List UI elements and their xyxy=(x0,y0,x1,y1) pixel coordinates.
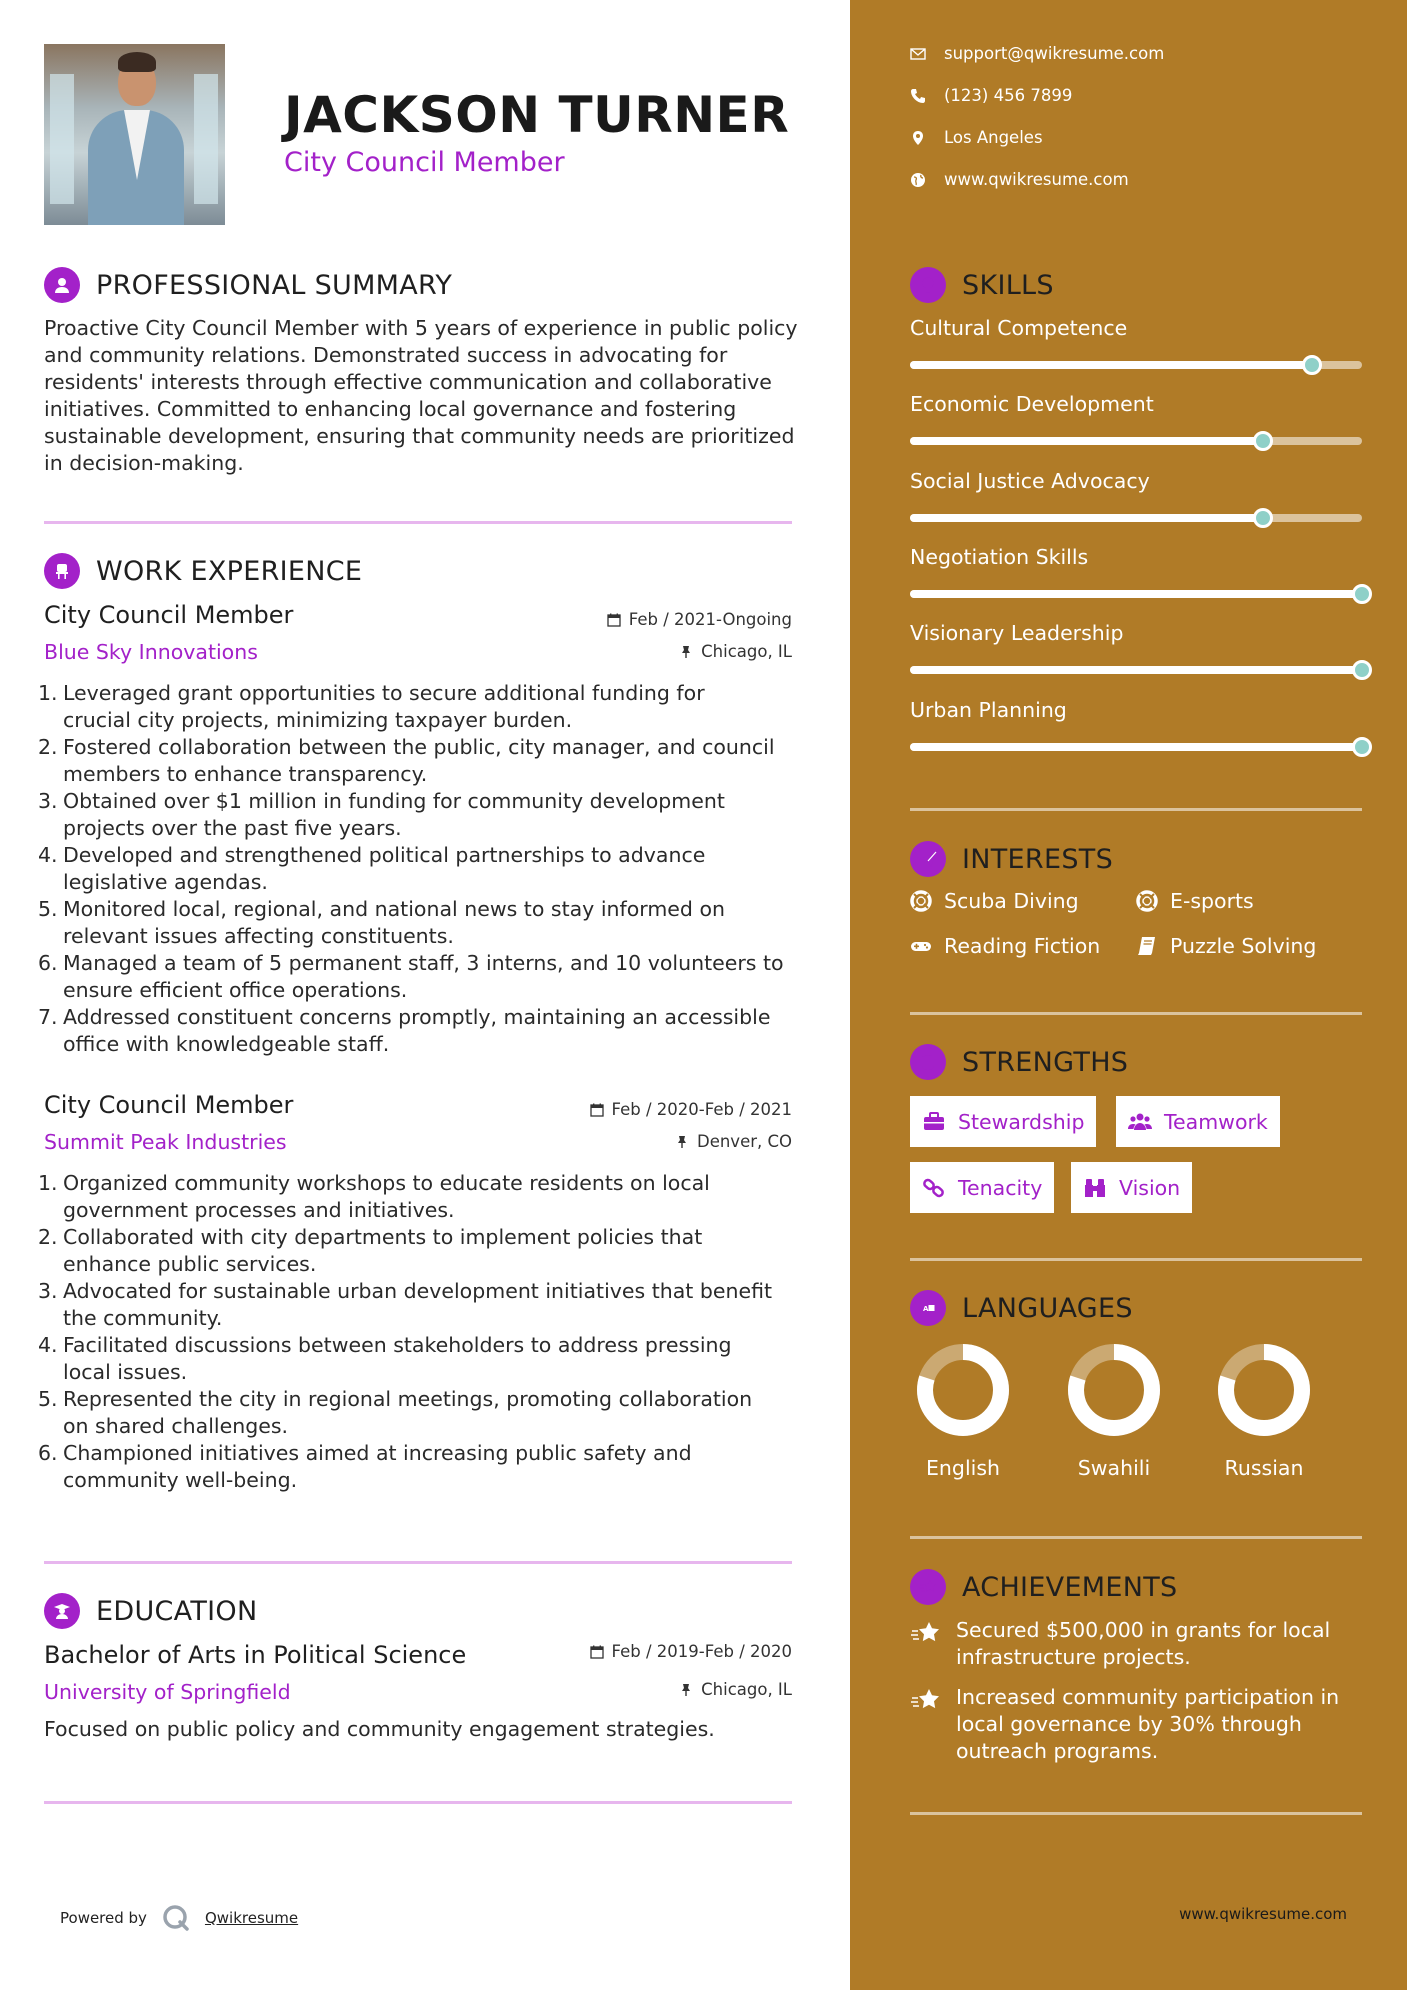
calendar-icon xyxy=(607,613,621,627)
translate-icon xyxy=(910,1290,946,1326)
list-item: 3. Advocated for sustainable urban development initiatives that benefit the community. xyxy=(38,1279,773,1330)
svg-text:A: A xyxy=(923,1305,929,1313)
language-label: English xyxy=(925,1456,1001,1480)
graduate-icon xyxy=(44,1593,80,1629)
qwikresume-logo-icon xyxy=(161,1903,191,1933)
language-label: Swahili xyxy=(1077,1456,1151,1480)
job-location xyxy=(679,642,792,661)
job-date-text: Feb / 2021-Ongoing xyxy=(628,610,792,629)
strengths-heading xyxy=(910,1044,1128,1080)
phone-icon xyxy=(910,88,926,104)
education-date-text: Feb / 2019-Feb / 2020 xyxy=(611,1642,792,1661)
list-item: 7. Addressed constituent concerns promptly, maintaining an accessible office with knowledgeable staff. xyxy=(38,1005,771,1056)
education-heading xyxy=(44,1593,257,1629)
school-name: University of Springfield xyxy=(44,1680,291,1704)
skill-label: Cultural Competence xyxy=(910,316,1128,340)
skill-fill xyxy=(910,361,1312,369)
skill-knob xyxy=(1352,737,1372,757)
profile-photo xyxy=(44,44,225,225)
language-ring xyxy=(913,1340,1013,1440)
skill-bar xyxy=(910,437,1362,445)
star-icon xyxy=(910,1686,942,1714)
divider xyxy=(910,1812,1362,1815)
divider xyxy=(910,1258,1362,1261)
contact-website[interactable] xyxy=(910,170,1129,189)
job-bullets xyxy=(38,1170,798,1494)
job-date-text: Feb / 2020-Feb / 2021 xyxy=(611,1100,792,1119)
interests-heading xyxy=(910,841,1113,877)
binoculars-icon xyxy=(1083,1176,1107,1200)
list-item: 5. Monitored local, regional, and national news to stay informed on relevant issues affecting constituents. xyxy=(38,897,725,948)
skill-fill xyxy=(910,666,1362,674)
language-item xyxy=(1054,1340,1174,1480)
skill-bar xyxy=(910,666,1362,674)
skills-title: SKILLS xyxy=(962,269,1054,301)
interest-label: Puzzle Solving xyxy=(1170,934,1317,958)
experience-title: WORK EXPERIENCE xyxy=(96,555,363,587)
star-badge-icon xyxy=(910,1569,946,1605)
job-company: Blue Sky Innovations xyxy=(44,640,258,664)
summary-title: PROFESSIONAL SUMMARY xyxy=(96,269,453,301)
book-icon xyxy=(1136,935,1158,957)
job-date xyxy=(607,610,792,629)
skills-heading xyxy=(910,267,1054,303)
contact-location xyxy=(910,128,1043,147)
job-location xyxy=(675,1132,792,1151)
skill-label: Visionary Leadership xyxy=(910,621,1124,645)
candidate-title: City Council Member xyxy=(284,147,565,178)
list-item: 4. Facilitated discussions between stakeholders to address pressing local issues. xyxy=(38,1333,732,1384)
experience-heading xyxy=(44,553,362,589)
skill-bar xyxy=(910,514,1362,522)
divider xyxy=(44,521,792,524)
languages-heading xyxy=(910,1290,1133,1326)
strength-chip xyxy=(1116,1096,1280,1147)
contact-email[interactable] xyxy=(910,44,1164,63)
calendar-icon xyxy=(590,1645,604,1659)
list-item: 1. Organized community workshops to educate residents on local government processes and initiatives. xyxy=(38,1171,710,1222)
achievement-item: Increased community participation in local governance by 30% through outreach programs. xyxy=(910,1684,1370,1765)
skill-label: Social Justice Advocacy xyxy=(910,469,1150,493)
pin-icon xyxy=(679,645,693,659)
list-item: 5. Represented the city in regional meetings, promoting collaboration on shared challenges. xyxy=(38,1387,753,1438)
strength-label: Tenacity xyxy=(958,1175,1043,1200)
life-ring-icon xyxy=(1136,890,1158,912)
achievements-title: ACHIEVEMENTS xyxy=(962,1571,1178,1603)
education-title: EDUCATION xyxy=(96,1595,258,1627)
list-item: 2. Collaborated with city departments to implement policies that enhance public services. xyxy=(38,1225,703,1276)
list-item: 6. Championed initiatives aimed at increasing public safety and community well-being. xyxy=(38,1441,692,1492)
skill-label: Economic Development xyxy=(910,392,1154,416)
skill-fill xyxy=(910,590,1362,598)
language-item xyxy=(903,1340,1023,1480)
email-text: support@qwikresume.com xyxy=(944,44,1165,63)
map-marker-icon xyxy=(910,130,926,146)
star-icon xyxy=(910,1619,942,1647)
language-ring xyxy=(1214,1340,1314,1440)
interest-label: Reading Fiction xyxy=(944,934,1101,958)
degree-title: Bachelor of Arts in Political Science xyxy=(44,1641,467,1669)
skill-label: Negotiation Skills xyxy=(910,545,1089,569)
education-location-text: Chicago, IL xyxy=(701,1680,792,1699)
summary-heading xyxy=(44,267,452,303)
skill-knob xyxy=(1352,584,1372,604)
strength-label: Vision xyxy=(1119,1175,1181,1200)
skill-bar xyxy=(910,743,1362,751)
education-description: Focused on public policy and community engagement strategies. xyxy=(44,1717,715,1741)
website-text: www.qwikresume.com xyxy=(944,170,1129,189)
skill-knob xyxy=(1352,660,1372,680)
list-item: 4. Developed and strengthened political partnerships to advance legislative agendas. xyxy=(38,843,706,894)
skill-knob xyxy=(1253,508,1273,528)
strength-label: Stewardship xyxy=(958,1109,1085,1134)
gamepad-icon xyxy=(910,935,932,957)
skill-bar xyxy=(910,361,1362,369)
contact-phone[interactable] xyxy=(910,86,1072,105)
paper-plane-icon xyxy=(910,841,946,877)
pin-icon xyxy=(675,1135,689,1149)
list-item: 1. Leveraged grant opportunities to secure additional funding for crucial city projects, minimizing taxpayer burden. xyxy=(38,681,705,732)
life-ring-icon xyxy=(910,890,932,912)
divider xyxy=(910,1536,1362,1539)
interest-label: E-sports xyxy=(1170,889,1254,913)
skill-bar xyxy=(910,590,1362,598)
interest-item xyxy=(910,934,1100,958)
list-item: 6. Managed a team of 5 permanent staff, 3 interns, and 10 volunteers to ensure efficient office operations. xyxy=(38,951,784,1002)
powered-by-label: Powered by xyxy=(60,1909,147,1927)
divider xyxy=(910,808,1362,811)
languages-title: LANGUAGES xyxy=(962,1292,1133,1324)
skill-label: Urban Planning xyxy=(910,698,1067,722)
qwikresume-link[interactable]: Qwikresume xyxy=(204,1909,299,1927)
link-icon xyxy=(922,1176,946,1200)
summary-text: Proactive City Council Member with 5 years of experience in public policy and community relations. Demonstrated success in advocating for residents' interests through effective communication and collaborative initiatives. Committed to enhancing local governance and fostering sustainable development, ensuring that community needs are prioritized in decision-making. xyxy=(44,316,798,475)
strength-chip xyxy=(910,1162,1054,1213)
globe-icon xyxy=(910,172,926,188)
footer-website-link[interactable]: www.qwikresume.com xyxy=(1179,1905,1347,1923)
strength-label: Teamwork xyxy=(1164,1109,1268,1134)
users-icon xyxy=(1128,1110,1152,1134)
interests-title: INTERESTS xyxy=(962,843,1114,875)
interest-item xyxy=(1136,889,1254,913)
user-icon xyxy=(44,267,80,303)
lightbulb-icon xyxy=(910,267,946,303)
language-label: Russian xyxy=(1224,1456,1304,1480)
skill-knob xyxy=(1253,431,1273,451)
achievement-item: Secured $500,000 in grants for local infrastructure projects. xyxy=(910,1617,1370,1671)
list-item: 3. Obtained over $1 million in funding for community development projects over the past five years. xyxy=(38,789,725,840)
education-location xyxy=(679,1680,792,1699)
briefcase-icon xyxy=(922,1110,946,1134)
interest-item xyxy=(1136,934,1316,958)
divider xyxy=(44,1561,792,1564)
phone-text: (123) 456 7899 xyxy=(944,86,1073,105)
job-date xyxy=(590,1100,792,1119)
candidate-name: JACKSON TURNER xyxy=(284,86,790,144)
divider xyxy=(44,1801,792,1804)
chair-icon xyxy=(44,553,80,589)
powered-by xyxy=(60,1903,298,1933)
job-title: City Council Member xyxy=(44,601,294,629)
location-text: Los Angeles xyxy=(944,128,1043,147)
list-item: 2. Fostered collaboration between the public, city manager, and council members to enhance transparency. xyxy=(38,735,775,786)
job-title: City Council Member xyxy=(44,1091,294,1119)
job-company: Summit Peak Industries xyxy=(44,1130,287,1154)
achievements-heading xyxy=(910,1569,1178,1605)
job-location-text: Denver, CO xyxy=(696,1132,792,1151)
strengths-title: STRENGTHS xyxy=(962,1046,1129,1078)
skill-fill xyxy=(910,514,1263,522)
strength-chip xyxy=(1071,1162,1192,1213)
fist-icon xyxy=(910,1044,946,1080)
skill-fill xyxy=(910,743,1362,751)
job-location-text: Chicago, IL xyxy=(701,642,792,661)
language-item xyxy=(1204,1340,1324,1480)
skill-fill xyxy=(910,437,1263,445)
pin-icon xyxy=(679,1683,693,1697)
interest-label: Scuba Diving xyxy=(944,889,1079,913)
strength-chip xyxy=(910,1096,1096,1147)
divider xyxy=(910,1012,1362,1015)
interest-item xyxy=(910,889,1079,913)
education-date xyxy=(590,1642,792,1661)
language-ring xyxy=(1064,1340,1164,1440)
job-bullets xyxy=(38,680,798,1058)
calendar-icon xyxy=(590,1103,604,1117)
envelope-icon xyxy=(910,46,926,62)
